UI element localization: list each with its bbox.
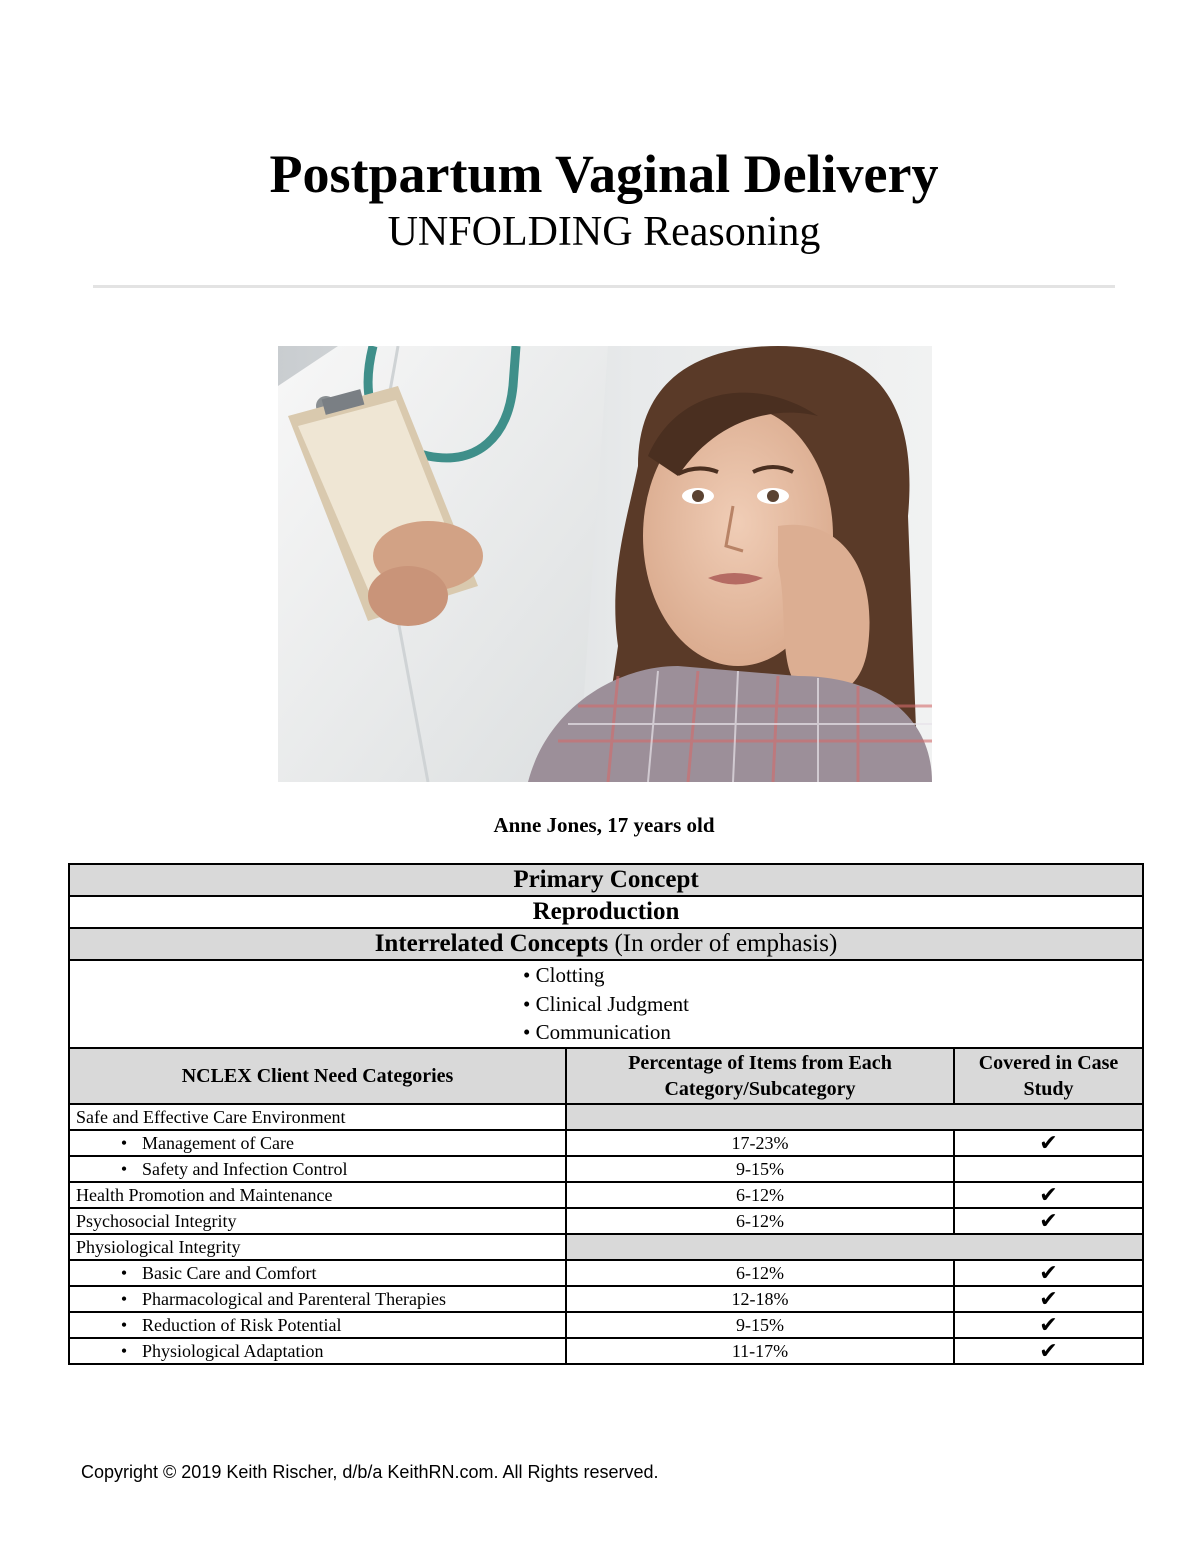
table-row xyxy=(69,1312,1143,1338)
primary-concept-value: Reproduction xyxy=(69,896,1143,928)
list-item xyxy=(523,961,689,990)
percentage-cell: 6-12% xyxy=(566,1182,954,1208)
checkmark-icon: ✔ xyxy=(1039,1181,1058,1207)
covered-cell xyxy=(954,1286,1143,1312)
primary-concept-header: Primary Concept xyxy=(69,864,1143,896)
list-item xyxy=(523,1018,689,1047)
covered-cell xyxy=(954,1312,1143,1338)
bullet-icon: • xyxy=(120,1262,128,1283)
category-label: Pharmacological and Parenteral Therapies xyxy=(142,1288,447,1309)
covered-cell xyxy=(954,1208,1143,1234)
title-divider xyxy=(93,285,1115,288)
category-cell xyxy=(69,1182,566,1208)
category-cell xyxy=(69,1338,566,1364)
concept-item-label: Clinical Judgment xyxy=(535,991,690,1016)
bullet-icon: • xyxy=(523,991,531,1016)
bullet-icon: • xyxy=(523,1020,531,1044)
checkmark-icon: ✔ xyxy=(1039,1285,1058,1311)
interrelated-concepts-list xyxy=(523,961,689,1047)
group-shade-cell xyxy=(566,1104,1143,1130)
concept-item-label: Communication xyxy=(535,1020,671,1044)
concept-item-label: Clotting xyxy=(535,963,605,987)
covered-cell xyxy=(954,1182,1143,1208)
interrelated-concepts-list-cell xyxy=(69,960,1143,1048)
bullet-icon: • xyxy=(120,1158,128,1179)
table-row xyxy=(69,1130,1143,1156)
group-shade-cell xyxy=(566,1234,1143,1260)
checkmark-icon: ✔ xyxy=(1039,1259,1058,1285)
covered-header: Covered in Case Study xyxy=(954,1048,1143,1104)
table-row xyxy=(69,1182,1143,1208)
interrelated-concepts-header xyxy=(69,928,1143,960)
category-label: Psychosocial Integrity xyxy=(76,1210,237,1231)
checkmark-icon: ✔ xyxy=(1039,1311,1058,1337)
bullet-icon: • xyxy=(523,963,531,987)
percentage-cell: 6-12% xyxy=(566,1260,954,1286)
table-row xyxy=(69,1286,1143,1312)
bullet-icon: • xyxy=(120,1340,128,1361)
bullet-icon: • xyxy=(120,1288,128,1309)
percentage-header: Percentage of Items from Each Category/Subcategory xyxy=(566,1048,954,1104)
percentage-cell: 9-15% xyxy=(566,1156,954,1182)
bullet-icon: • xyxy=(120,1314,128,1335)
copyright-footer: Copyright © 2019 Keith Rischer, d/b/a KeithRN.com. All Rights reserved. xyxy=(81,1462,659,1482)
category-cell xyxy=(69,1260,566,1286)
covered-cell xyxy=(954,1260,1143,1286)
table-row xyxy=(69,1260,1143,1286)
category-cell xyxy=(69,1286,566,1312)
patient-caption: Anne Jones, 17 years old xyxy=(493,813,715,837)
category-label: Physiological Adaptation xyxy=(142,1340,324,1361)
category-label: Physiological Integrity xyxy=(76,1236,241,1257)
checkmark-icon: ✔ xyxy=(1039,1207,1058,1233)
bullet-icon: • xyxy=(120,1132,128,1153)
table-row xyxy=(69,1156,1143,1182)
interrelated-note: (In order of emphasis) xyxy=(608,930,838,957)
table-row xyxy=(69,1234,1143,1260)
covered-cell xyxy=(954,1338,1143,1364)
nclex-rows xyxy=(69,1104,1143,1364)
table-row xyxy=(69,1338,1143,1364)
percentage-cell: 6-12% xyxy=(566,1208,954,1234)
category-label: Health Promotion and Maintenance xyxy=(76,1184,333,1205)
table-row xyxy=(69,1104,1143,1130)
category-cell xyxy=(69,1104,566,1130)
category-cell xyxy=(69,1156,566,1182)
concepts-table xyxy=(68,863,1144,1365)
percentage-cell: 11-17% xyxy=(566,1338,954,1364)
interrelated-label: Interrelated Concepts xyxy=(374,930,609,957)
percentage-cell: 12-18% xyxy=(566,1286,954,1312)
category-label: Safety and Infection Control xyxy=(142,1158,348,1179)
checkmark-icon: ✔ xyxy=(1039,1129,1058,1155)
percentage-cell: 9-15% xyxy=(566,1312,954,1338)
covered-cell xyxy=(954,1130,1143,1156)
document-subtitle: UNFOLDING Reasoning xyxy=(387,209,821,255)
document-title: Postpartum Vaginal Delivery xyxy=(269,144,939,204)
percentage-cell: 17-23% xyxy=(566,1130,954,1156)
category-cell xyxy=(69,1130,566,1156)
checkmark-icon: ✔ xyxy=(1039,1337,1058,1363)
category-label: Reduction of Risk Potential xyxy=(142,1314,342,1335)
patient-photo xyxy=(278,346,932,782)
category-label: Basic Care and Comfort xyxy=(142,1262,317,1283)
covered-cell xyxy=(954,1156,1143,1182)
nclex-categories-header: NCLEX Client Need Categories xyxy=(69,1048,566,1104)
category-label: Safe and Effective Care Environment xyxy=(76,1106,346,1127)
category-label: Management of Care xyxy=(142,1132,294,1153)
category-cell xyxy=(69,1312,566,1338)
category-cell xyxy=(69,1208,566,1234)
table-row xyxy=(69,1208,1143,1234)
list-item xyxy=(523,990,689,1019)
category-cell xyxy=(69,1234,566,1260)
